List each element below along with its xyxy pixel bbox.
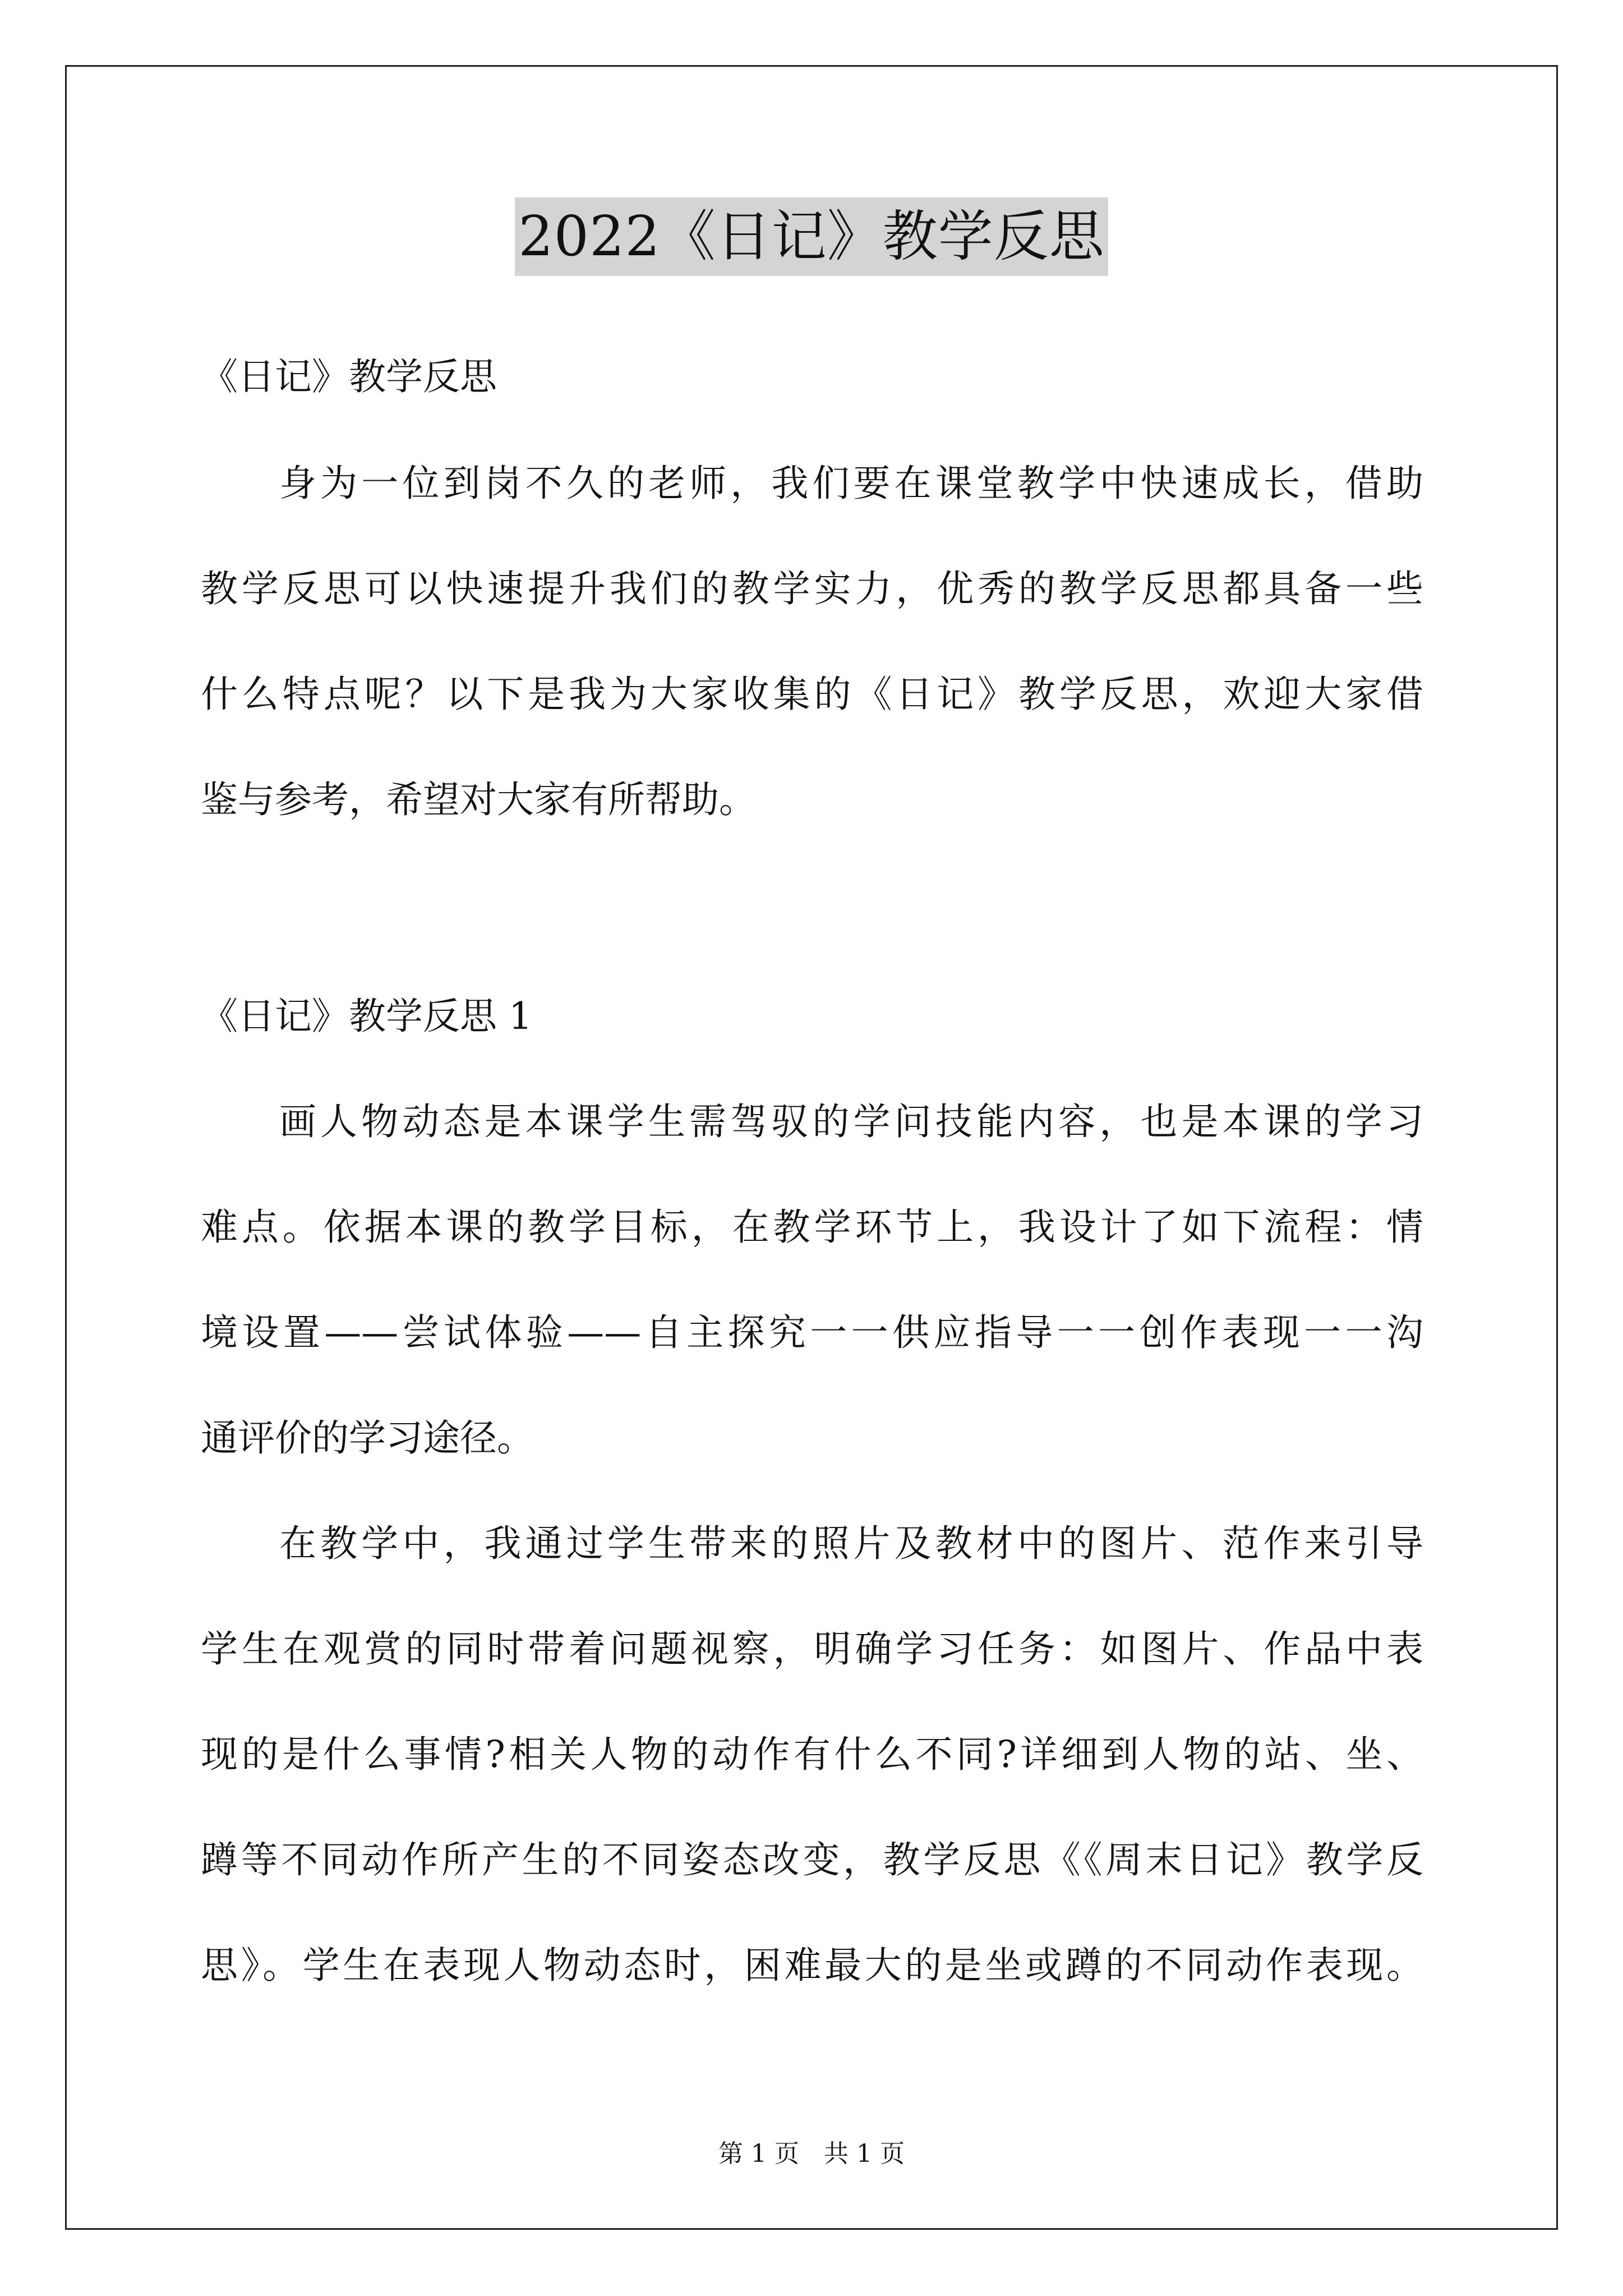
paragraph-line: 画人物动态是本课学生需驾驭的学问技能内容，也是本课的学习 — [279, 1100, 1423, 1143]
document-title: 2022《日记》教学反思 — [515, 197, 1108, 276]
section-heading: 《日记》教学反思 1 — [201, 995, 532, 1038]
paragraph-line: 思》。学生在表现人物动态时，困难最大的是坐或蹲的不同动作表现。 — [201, 1944, 1423, 1987]
paragraph-line: 现的是什么事情?相关人物的动作有什么不同?详细到人物的站、坐、 — [201, 1733, 1423, 1776]
paragraph-line: 难点。依据本课的教学目标，在教学环节上，我设计了如下流程：情 — [201, 1205, 1423, 1249]
intro-line: 什么特点呢？以下是我为大家收集的《日记》教学反思，欢迎大家借 — [201, 673, 1423, 716]
page-footer: 第 1 页 共 1 页 — [718, 2139, 905, 2168]
intro-line: 鉴与参考，希望对大家有所帮助。 — [201, 778, 756, 821]
title-block — [0, 197, 1623, 276]
intro-line: 教学反思可以快速提升我们的教学实力，优秀的教学反思都具备一些 — [201, 567, 1423, 610]
main-heading: 《日记》教学反思 — [201, 355, 497, 398]
paragraph-line: 通评价的学习途径。 — [201, 1416, 534, 1460]
paragraph-line: 学生在观赏的同时带着问题视察，明确学习任务：如图片、作品中表 — [201, 1627, 1423, 1671]
paragraph-line: 在教学中，我通过学生带来的照片及教材中的图片、范作来引导 — [279, 1522, 1423, 1565]
intro-line: 身为一位到岗不久的老师，我们要在课堂教学中快速成长，借助 — [279, 462, 1423, 505]
paragraph-line: 蹲等不同动作所产生的不同姿态改变，教学反思《《周末日记》教学反 — [201, 1838, 1423, 1881]
paragraph-line: 境设置——尝试体验——自主探究一一供应指导一一创作表现一一沟 — [201, 1311, 1423, 1354]
